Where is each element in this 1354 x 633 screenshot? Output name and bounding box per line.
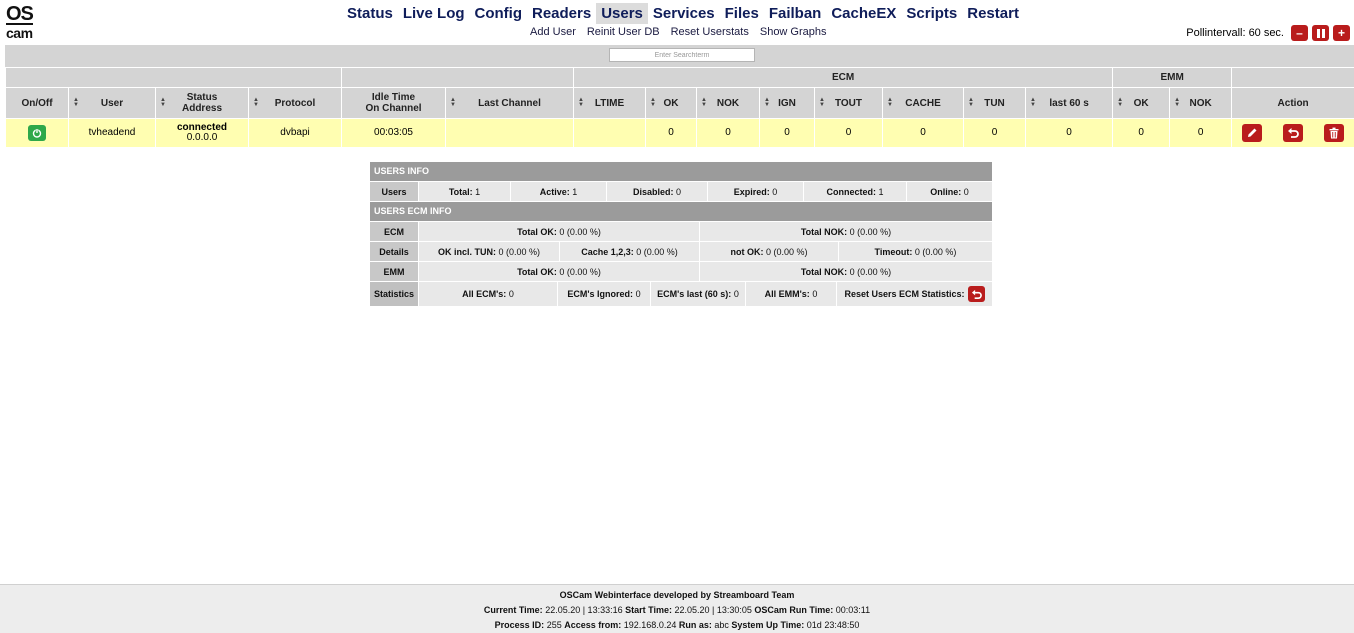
col-user[interactable] bbox=[69, 88, 156, 119]
ecm-total-ok-value: 0 (0.00 %) bbox=[559, 227, 601, 237]
search-input[interactable] bbox=[609, 48, 755, 62]
cell-status bbox=[156, 119, 249, 148]
stats-all-ecms bbox=[419, 282, 557, 306]
footer-start-value: 22.05.20 | 13:30:05 bbox=[674, 605, 751, 615]
main-menu bbox=[342, 3, 1024, 24]
col-emm-ok[interactable] bbox=[1113, 88, 1170, 119]
show-graphs-link[interactable]: Show Graphs bbox=[760, 26, 827, 38]
users-info-panel bbox=[370, 162, 992, 307]
menu-failban[interactable]: Failban bbox=[764, 3, 827, 24]
sort-icon: ▲ ▼ bbox=[819, 98, 825, 108]
power-icon bbox=[32, 128, 42, 138]
users-label: Users bbox=[370, 182, 418, 201]
users-disabled-label: Disabled: bbox=[633, 187, 674, 197]
ecm-total-nok-value: 0 (0.00 %) bbox=[850, 227, 892, 237]
footer-runas-value: abc bbox=[714, 620, 729, 630]
details-timeout bbox=[839, 242, 992, 261]
users-total bbox=[419, 182, 510, 201]
cell-idle: 00:03:05 bbox=[342, 119, 446, 148]
details-cache-value: 0 (0.00 %) bbox=[636, 247, 678, 257]
details-timeout-value: 0 (0.00 %) bbox=[915, 247, 957, 257]
pause-icon bbox=[1317, 29, 1325, 38]
users-expired bbox=[708, 182, 803, 201]
cell-emm-nok: 0 bbox=[1170, 119, 1232, 148]
col-ok-label: OK bbox=[664, 98, 679, 109]
cell-last60: 0 bbox=[1026, 119, 1113, 148]
delete-icon bbox=[1328, 127, 1340, 139]
ecm-total-ok bbox=[419, 222, 699, 241]
details-row bbox=[370, 242, 992, 261]
stats-ecms-ignored bbox=[558, 282, 650, 306]
sort-icon: ▲ ▼ bbox=[450, 98, 456, 108]
add-user-link[interactable]: Add User bbox=[530, 26, 576, 38]
users-ecm-info-title: USERS ECM INFO bbox=[370, 202, 992, 221]
stats-ecms-ignored-label: ECM's Ignored: bbox=[567, 289, 633, 299]
col-protocol-label: Protocol bbox=[275, 98, 316, 109]
col-lastchannel[interactable] bbox=[446, 88, 574, 119]
emm-label: EMM bbox=[370, 262, 418, 281]
col-cache-label: CACHE bbox=[905, 98, 941, 109]
group-header-emm: EMM bbox=[1113, 68, 1232, 88]
col-emm-nok-label: NOK bbox=[1189, 98, 1211, 109]
menu-cacheex[interactable]: CacheEX bbox=[826, 3, 901, 24]
poll-interval bbox=[1186, 25, 1350, 41]
oscam-logo[interactable] bbox=[6, 5, 38, 40]
cell-emm-ok: 0 bbox=[1113, 119, 1170, 148]
col-action: Action bbox=[1232, 88, 1354, 119]
address-text: 0.0.0.0 bbox=[187, 132, 218, 143]
col-onoff-label: On/Off bbox=[21, 98, 52, 109]
poll-increase-button[interactable]: + bbox=[1333, 25, 1350, 41]
group-header-action-blank bbox=[1232, 68, 1354, 88]
col-emm-ok-label: OK bbox=[1134, 98, 1149, 109]
footer-current-label: Current Time: bbox=[484, 605, 543, 615]
stats-all-emms-label: All EMM's: bbox=[765, 289, 810, 299]
users-online-value: 0 bbox=[964, 187, 969, 197]
cell-tun: 0 bbox=[964, 119, 1026, 148]
cell-lastchannel bbox=[446, 119, 574, 148]
users-table bbox=[5, 67, 1354, 148]
edit-user-button[interactable] bbox=[1242, 124, 1262, 142]
stats-ecms-last-60-label: ECM's last (60 s): bbox=[657, 289, 731, 299]
stats-ecms-last-60-value: 0 bbox=[734, 289, 739, 299]
cell-protocol: dvbapi bbox=[249, 119, 342, 148]
col-nok[interactable] bbox=[697, 88, 760, 119]
col-ign[interactable] bbox=[760, 88, 815, 119]
stats-reset-label: Reset Users ECM Statistics: bbox=[844, 289, 964, 299]
footer-uptime-value: 01d 23:48:50 bbox=[807, 620, 860, 630]
col-status[interactable] bbox=[156, 88, 249, 119]
col-tun-label: TUN bbox=[984, 98, 1005, 109]
sort-icon: ▲ ▼ bbox=[1174, 98, 1180, 108]
menu-status[interactable]: Status bbox=[342, 3, 398, 24]
details-ok-incl-tun bbox=[419, 242, 559, 261]
cell-ltime bbox=[574, 119, 646, 148]
details-not-ok bbox=[700, 242, 838, 261]
poll-pause-button[interactable] bbox=[1312, 25, 1329, 41]
ecm-total-nok bbox=[700, 222, 992, 241]
stats-all-ecms-label: All ECM's: bbox=[462, 289, 506, 299]
ecm-total-nok-label: Total NOK: bbox=[801, 227, 847, 237]
users-connected-label: Connected: bbox=[826, 187, 876, 197]
menu-scripts[interactable]: Scripts bbox=[901, 3, 962, 24]
logo-os: OS bbox=[6, 5, 33, 25]
stats-reset bbox=[837, 282, 992, 306]
col-tun[interactable] bbox=[964, 88, 1026, 119]
details-cache bbox=[560, 242, 699, 261]
stats-all-emms-value: 0 bbox=[812, 289, 817, 299]
reinit-user-db-link[interactable]: Reinit User DB bbox=[587, 26, 660, 38]
emm-row bbox=[370, 262, 992, 281]
users-expired-value: 0 bbox=[772, 187, 777, 197]
reset-userstats-link[interactable]: Reset Userstats bbox=[671, 26, 749, 38]
delete-user-button[interactable] bbox=[1324, 124, 1344, 142]
sort-icon: ▲ ▼ bbox=[1117, 98, 1123, 108]
logo-cam: cam bbox=[6, 26, 38, 40]
users-total-label: Total: bbox=[449, 187, 473, 197]
emm-total-nok bbox=[700, 262, 992, 281]
footer-runas-label: Run as: bbox=[679, 620, 712, 630]
ecm-row bbox=[370, 222, 992, 241]
menu-services[interactable]: Services bbox=[648, 3, 720, 24]
users-connected bbox=[804, 182, 906, 201]
status-text: connected bbox=[177, 122, 227, 133]
disable-user-button[interactable] bbox=[28, 125, 46, 141]
group-header-blank bbox=[6, 68, 342, 88]
statistics-row bbox=[370, 282, 992, 306]
menu-users[interactable]: Users bbox=[596, 3, 648, 24]
col-last60[interactable] bbox=[1026, 88, 1113, 119]
users-disabled-value: 0 bbox=[676, 187, 681, 197]
col-tout-label: TOUT bbox=[835, 98, 862, 109]
col-idle[interactable] bbox=[342, 88, 446, 119]
ecm-label: ECM bbox=[370, 222, 418, 241]
sort-icon: ▲ ▼ bbox=[1030, 98, 1036, 108]
col-lastchannel-label: Last Channel bbox=[478, 98, 541, 109]
cell-action bbox=[1232, 119, 1354, 148]
col-idle-label: Idle Time bbox=[372, 92, 415, 103]
cell-ign: 0 bbox=[760, 119, 815, 148]
cell-ok: 0 bbox=[646, 119, 697, 148]
sort-icon: ▲ ▼ bbox=[764, 98, 770, 108]
cell-tout: 0 bbox=[815, 119, 883, 148]
col-last60-label: last 60 s bbox=[1049, 98, 1088, 109]
emm-total-ok-label: Total OK: bbox=[517, 267, 557, 277]
menu-files[interactable]: Files bbox=[720, 3, 764, 24]
emm-total-nok-value: 0 (0.00 %) bbox=[850, 267, 892, 277]
footer-runtime-value: 00:03:11 bbox=[836, 605, 870, 615]
details-timeout-label: Timeout: bbox=[875, 247, 913, 257]
footer-access-value: 192.168.0.24 bbox=[624, 620, 677, 630]
col-user-label: User bbox=[101, 98, 123, 109]
sort-icon: ▲ ▼ bbox=[160, 98, 166, 108]
footer-uptime-label: System Up Time: bbox=[731, 620, 804, 630]
sort-icon: ▲ ▼ bbox=[253, 98, 259, 108]
details-ok-incl-tun-label: OK incl. TUN: bbox=[438, 247, 496, 257]
poll-unit: sec. bbox=[1264, 27, 1284, 39]
cell-nok: 0 bbox=[697, 119, 760, 148]
sort-icon: ▲ ▼ bbox=[578, 98, 584, 108]
col-ltime-label: LTIME bbox=[595, 98, 624, 109]
cell-onoff bbox=[6, 119, 69, 148]
col-emm-nok[interactable] bbox=[1170, 88, 1232, 119]
poll-value: 60 bbox=[1249, 27, 1261, 39]
col-onoff[interactable] bbox=[6, 88, 69, 119]
footer-process bbox=[0, 618, 1354, 633]
users-online bbox=[907, 182, 992, 201]
cell-cache: 0 bbox=[883, 119, 964, 148]
footer-current-value: 22.05.20 | 13:33:16 bbox=[545, 605, 622, 615]
stats-all-ecms-value: 0 bbox=[509, 289, 514, 299]
menu-readers[interactable]: Readers bbox=[527, 3, 596, 24]
emm-total-ok bbox=[419, 262, 699, 281]
col-status-label: Status bbox=[187, 92, 218, 103]
users-expired-label: Expired: bbox=[734, 187, 770, 197]
col-ltime[interactable] bbox=[574, 88, 646, 119]
footer-access-label: Access from: bbox=[564, 620, 621, 630]
col-onchannel-label: On Channel bbox=[365, 103, 421, 114]
search-bar bbox=[5, 45, 1354, 67]
footer-credit: OSCam Webinterface developed by Streamboard Team bbox=[0, 588, 1354, 603]
users-online-label: Online: bbox=[930, 187, 961, 197]
users-total-value: 1 bbox=[475, 187, 480, 197]
sort-icon: ▲ ▼ bbox=[701, 98, 707, 108]
poll-label: Pollintervall: bbox=[1186, 27, 1245, 39]
reset-user-button[interactable] bbox=[1283, 124, 1303, 142]
reset-ecm-stats-button[interactable] bbox=[968, 286, 985, 302]
col-address-label: Address bbox=[182, 103, 222, 114]
statistics-label: Statistics bbox=[370, 282, 418, 306]
col-nok-label: NOK bbox=[717, 98, 739, 109]
details-ok-incl-tun-value: 0 (0.00 %) bbox=[498, 247, 540, 257]
details-label: Details bbox=[370, 242, 418, 261]
stats-ecms-last-60 bbox=[651, 282, 745, 306]
footer-pid-value: 255 bbox=[547, 620, 562, 630]
users-info-row bbox=[370, 182, 992, 201]
users-active bbox=[511, 182, 606, 201]
users-active-value: 1 bbox=[572, 187, 577, 197]
ecm-total-ok-label: Total OK: bbox=[517, 227, 557, 237]
table-row bbox=[6, 119, 1354, 148]
footer-runtime-label: OSCam Run Time: bbox=[754, 605, 833, 615]
col-ign-label: IGN bbox=[778, 98, 796, 109]
emm-total-nok-label: Total NOK: bbox=[801, 267, 847, 277]
stats-ecms-ignored-value: 0 bbox=[636, 289, 641, 299]
reset-icon bbox=[1287, 127, 1299, 139]
details-not-ok-value: 0 (0.00 %) bbox=[766, 247, 808, 257]
poll-decrease-button[interactable]: – bbox=[1291, 25, 1308, 41]
cell-user[interactable]: tvheadend bbox=[69, 119, 156, 148]
users-info-title: USERS INFO bbox=[370, 162, 992, 181]
menu-live-log[interactable]: Live Log bbox=[398, 3, 470, 24]
col-cache[interactable] bbox=[883, 88, 964, 119]
footer-start-label: Start Time: bbox=[625, 605, 672, 615]
col-ok[interactable] bbox=[646, 88, 697, 119]
users-connected-value: 1 bbox=[879, 187, 884, 197]
sort-icon: ▲ ▼ bbox=[968, 98, 974, 108]
footer-pid-label: Process ID: bbox=[495, 620, 545, 630]
details-not-ok-label: not OK: bbox=[730, 247, 763, 257]
sort-icon: ▲ ▼ bbox=[650, 98, 656, 108]
stats-all-emms bbox=[746, 282, 836, 306]
footer-times bbox=[0, 603, 1354, 618]
emm-total-ok-value: 0 (0.00 %) bbox=[559, 267, 601, 277]
users-disabled bbox=[607, 182, 707, 201]
sub-menu bbox=[530, 26, 827, 38]
details-cache-label: Cache 1,2,3: bbox=[581, 247, 634, 257]
group-header-ecm: ECM bbox=[574, 68, 1113, 88]
sort-icon: ▲ ▼ bbox=[887, 98, 893, 108]
edit-icon bbox=[1246, 127, 1258, 139]
col-tout[interactable] bbox=[815, 88, 883, 119]
menu-restart[interactable]: Restart bbox=[962, 3, 1024, 24]
sort-icon: ▲ ▼ bbox=[73, 98, 79, 108]
footer bbox=[0, 584, 1354, 633]
col-protocol[interactable] bbox=[249, 88, 342, 119]
menu-config[interactable]: Config bbox=[470, 3, 527, 24]
users-active-label: Active: bbox=[540, 187, 570, 197]
reset-icon bbox=[971, 289, 982, 300]
group-header-blank-2 bbox=[342, 68, 574, 88]
